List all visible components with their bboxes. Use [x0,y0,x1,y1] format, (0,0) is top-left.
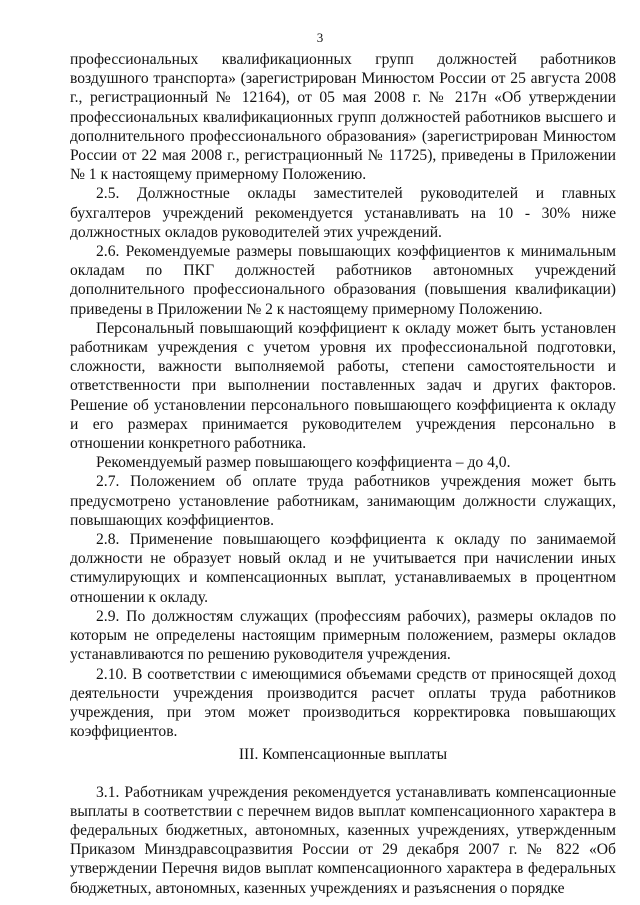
section-heading: III. Компенсационные выплаты [238,746,448,764]
paragraph-3-1: 3.1. Работникам учреждения рекомендуется устанавливать компенсационные выплаты в соответствии с перечнем видов выплат компенсационного характера в федеральных бюджетных, автономных, казенных учреждениях, утвержденным Приказом Минздравсоцразвития России от 29 декабря 2007 г. № 822 «Об утверждении Перечня видов выплат компенсационного характера в федеральных бюджетных, автономных, казенных учреждениях и разъяснения о порядке [70,783,616,897]
paragraph-2-9: 2.9. По должностям служащих (профессиям рабочих), размеры окладов по которым не определены настоящим примерным положением, размеры окладов устанавливаются по решению руководителя учреждения. [70,607,616,664]
page-number: 3 [316,30,324,45]
paragraph-2-7: 2.7. Положением об оплате труда работников учреждения может быть предусмотрено установление работникам, занимающим должности служащих, повышающих коэффициентов. [70,473,616,529]
paragraph-2-8: 2.8. Применение повышающего коэффициента к окладу по занимаемой должности не образует новый оклад и не учитывается при начислении иных стимулирующих и компенсационных выплат, устанавливаемых в процентном отношении к окладу. [70,531,616,606]
paragraph-2-6: 2.6. Рекомендуемые размеры повышающих коэффициентов к минимальным окладам по ПКГ должностей работников автономных учреждений дополнительного профессионального образования (повышения квалификации) приведены в Приложении № 2 к настоящему примерному Положению. [70,243,616,318]
paragraph-2-5: 2.5. Должностные оклады заместителей руководителей и главных бухгалтеров учреждений рекомендуется устанавливать на 10 - 30% ниже должностных окладов руководителей этих учреждений. [70,185,616,241]
paragraph-recommended-size: Рекомендуемый размер повышающего коэффициента – до 4,0. [96,454,511,472]
paragraph-continued: профессиональных квалификационных групп должностей работников воздушного транспорта» (зарегистрирован Минюстом России от 25 августа 2008 г., регистрационный № 12164), от 05 мая 2008 г. № 217н «Об утверждении профессиональных квалификационных групп должностей работников высшего и дополнительного профессионального образования» (зарегистрирован Минюстом России от 22 мая 2008 г., регистрационный № 11725), приведены в Приложении № 1 к настоящему примерному Положению. [70,51,616,184]
paragraph-2-10: 2.10. В соответствии с имеющимися объемами средств от приносящей доход деятельности учреждения производится расчет оплаты труда работников учреждения, при этом может производиться корректировка повышающих коэффициентов. [70,665,616,741]
paragraph-personal-coefficient: Персональный повышающий коэффициент к окладу может быть установлен работникам учреждения с учетом уровня их профессиональной подготовки, сложности, важности выполняемой работы, степени самостоятельности и ответственности при выполнении поставленных задач и других факторов. Решение об установлении персонального повышающего коэффициента к окладу и его размерах принимается руководителем учреждения персонально в отношении конкретного работника. [70,319,616,453]
document-body [70,50,616,898]
